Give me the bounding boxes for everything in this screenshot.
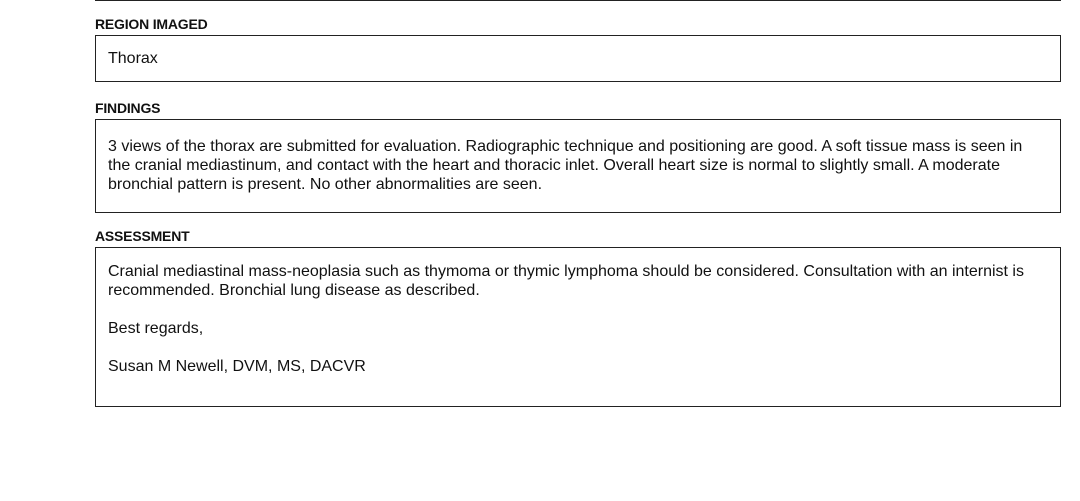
region-imaged-section — [95, 16, 1061, 82]
assessment-text: Cranial mediastinal mass-neoplasia such as thymoma or thymic lymphoma should be considered. Consultation with an internist is recommended. Bronchial lung disease as described. — [108, 263, 1024, 299]
assessment-heading: ASSESSMENT — [95, 228, 190, 244]
findings-heading: FINDINGS — [95, 100, 161, 116]
region-imaged-value: Thorax — [108, 50, 158, 67]
assessment-section — [95, 228, 1061, 407]
region-imaged-heading: REGION IMAGED — [95, 16, 208, 32]
region-imaged-field — [95, 35, 1061, 82]
signature-text: Susan M Newell, DVM, MS, DACVR — [108, 358, 366, 375]
assessment-field — [95, 247, 1061, 407]
findings-text: 3 views of the thorax are submitted for evaluation. Radiographic technique and positioning are good. A soft tissue mass is seen in the cranial mediastinum, and contact with the heart and thoracic inlet. Overall heart size is normal to slightly small. A moderate bronchial pattern is present. No other abnormalities are seen. — [108, 138, 1023, 193]
findings-section — [95, 100, 1061, 213]
closing-text: Best regards, — [108, 320, 204, 337]
top-divider — [95, 0, 1061, 1]
findings-field — [95, 119, 1061, 213]
